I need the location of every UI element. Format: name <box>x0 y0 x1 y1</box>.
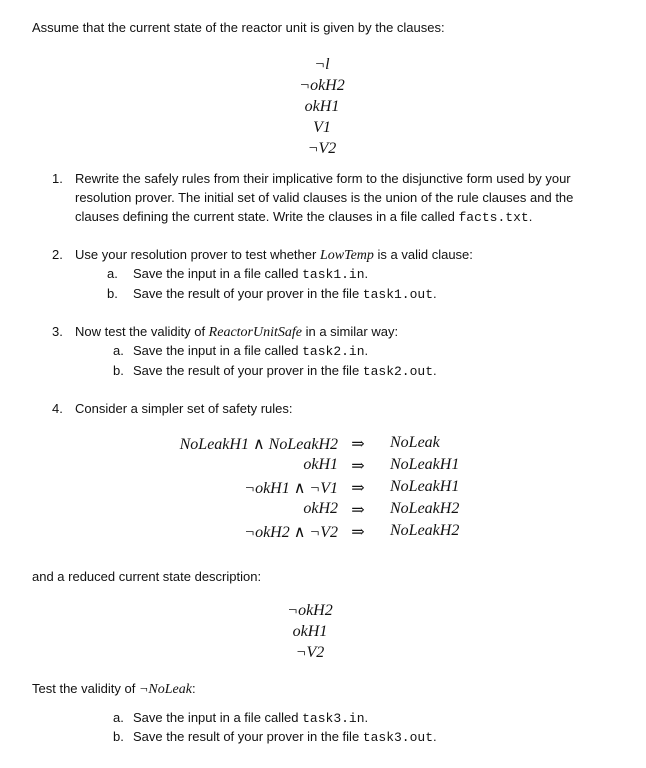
reduced-clause: okH1 <box>292 623 328 640</box>
subitem-text <box>133 266 368 282</box>
state-clause: ¬okH2 <box>299 77 345 94</box>
rule-rhs: NoLeakH2 <box>390 522 460 539</box>
intro-text: Assume that the current state of the reactor unit is given by the clauses: <box>32 20 445 35</box>
reduced-clauses <box>250 600 370 663</box>
punct: . <box>433 286 437 301</box>
item2-post: is a valid clause: <box>373 247 473 262</box>
item-number: 2. <box>52 247 63 262</box>
rule-rhs: NoLeak <box>390 434 440 451</box>
state-clause: ¬l <box>314 56 330 73</box>
filename: task1.out <box>362 287 434 302</box>
implies-icon: ⇒ <box>351 480 365 497</box>
item3-text <box>75 324 398 341</box>
state-clauses <box>262 54 382 159</box>
subitem-text <box>133 710 368 726</box>
implies-icon: ⇒ <box>351 436 365 453</box>
rule-lhs: okH2 <box>303 500 338 517</box>
item1-line-text: clauses defining the current state. Write the clauses in a file called <box>75 209 459 224</box>
state-clause: V1 <box>313 119 331 136</box>
test-text <box>32 681 196 698</box>
subitem-label: a. <box>113 710 124 725</box>
implies-icon: ⇒ <box>351 458 365 475</box>
punct: . <box>433 363 437 378</box>
rule-rhs: NoLeakH1 <box>390 478 460 495</box>
punct: . <box>364 343 369 358</box>
implies-icon: ⇒ <box>351 524 365 541</box>
math-term: ¬NoLeak <box>138 682 192 697</box>
subitem-label: b. <box>107 286 118 301</box>
rule-rhs: NoLeakH2 <box>390 500 460 517</box>
test-post: : <box>191 681 196 696</box>
punct: . <box>528 209 533 224</box>
item4-text: Consider a simpler set of safety rules: <box>75 401 293 416</box>
punct: . <box>433 729 437 744</box>
subitem-text <box>133 286 437 302</box>
filename: task3.in <box>302 711 365 726</box>
rule-row <box>120 456 338 478</box>
rule-lhs: NoLeakH1 ∧ NoLeakH2 <box>179 436 338 453</box>
item-number: 1. <box>52 171 63 186</box>
subitem-body: Save the result of your prover in the file <box>133 363 363 378</box>
subitem-body: Save the input in a file called <box>133 710 303 725</box>
rule-row <box>120 478 338 500</box>
punct: . <box>364 266 369 281</box>
rule-lhs: ¬okH1 ∧ ¬V1 <box>244 480 338 497</box>
item-number: 4. <box>52 401 63 416</box>
subitem-label: b. <box>113 729 124 744</box>
rule-rhs: NoLeakH1 <box>390 456 460 473</box>
subitem-label: b. <box>113 363 124 378</box>
item1-line: resolution prover. The initial set of valid clauses is the union of the rule clauses and the <box>75 190 574 205</box>
state-clause: ¬V2 <box>307 140 337 157</box>
rule-row <box>120 434 338 456</box>
item3-post: in a similar way: <box>301 324 399 339</box>
subitem-text <box>133 343 368 359</box>
subitem-label: a. <box>107 266 118 281</box>
math-term: LowTemp <box>319 248 374 263</box>
subitem-body: Save the input in a file called <box>133 266 303 281</box>
filename: task3.out <box>362 730 434 745</box>
filename: facts.txt <box>458 210 529 225</box>
implies-icon: ⇒ <box>351 502 365 519</box>
subitem-body: Save the result of your prover in the file <box>133 286 363 301</box>
reduced-clause: ¬V2 <box>295 644 325 661</box>
punct: . <box>364 710 369 725</box>
item1-line <box>75 209 532 225</box>
reduced-intro: and a reduced current state description: <box>32 569 262 584</box>
subitem-body: Save the input in a file called <box>133 343 303 358</box>
state-clause: okH1 <box>304 98 340 115</box>
item-number: 3. <box>52 324 63 339</box>
test-pre: Test the validity of <box>32 681 139 696</box>
item1-line: Rewrite the safely rules from their implicative form to the disjunctive form used by your <box>75 171 571 186</box>
item2-pre: Use your resolution prover to test whether <box>75 247 320 262</box>
rules-block <box>120 434 500 549</box>
item3-pre: Now test the validity of <box>75 324 209 339</box>
subitem-text <box>133 363 437 379</box>
filename: task2.out <box>362 364 434 379</box>
filename: task1.in <box>302 267 365 282</box>
reduced-clause: ¬okH2 <box>287 602 333 619</box>
filename: task2.in <box>302 344 365 359</box>
rule-row <box>120 522 338 544</box>
rule-lhs: ¬okH2 ∧ ¬V2 <box>244 524 338 541</box>
math-term: ReactorUnitSafe <box>208 325 302 340</box>
rule-row <box>120 500 338 522</box>
subitem-text <box>133 729 437 745</box>
item2-text <box>75 247 473 264</box>
rule-lhs: okH1 <box>303 456 338 473</box>
subitem-label: a. <box>113 343 124 358</box>
subitem-body: Save the result of your prover in the file <box>133 729 363 744</box>
